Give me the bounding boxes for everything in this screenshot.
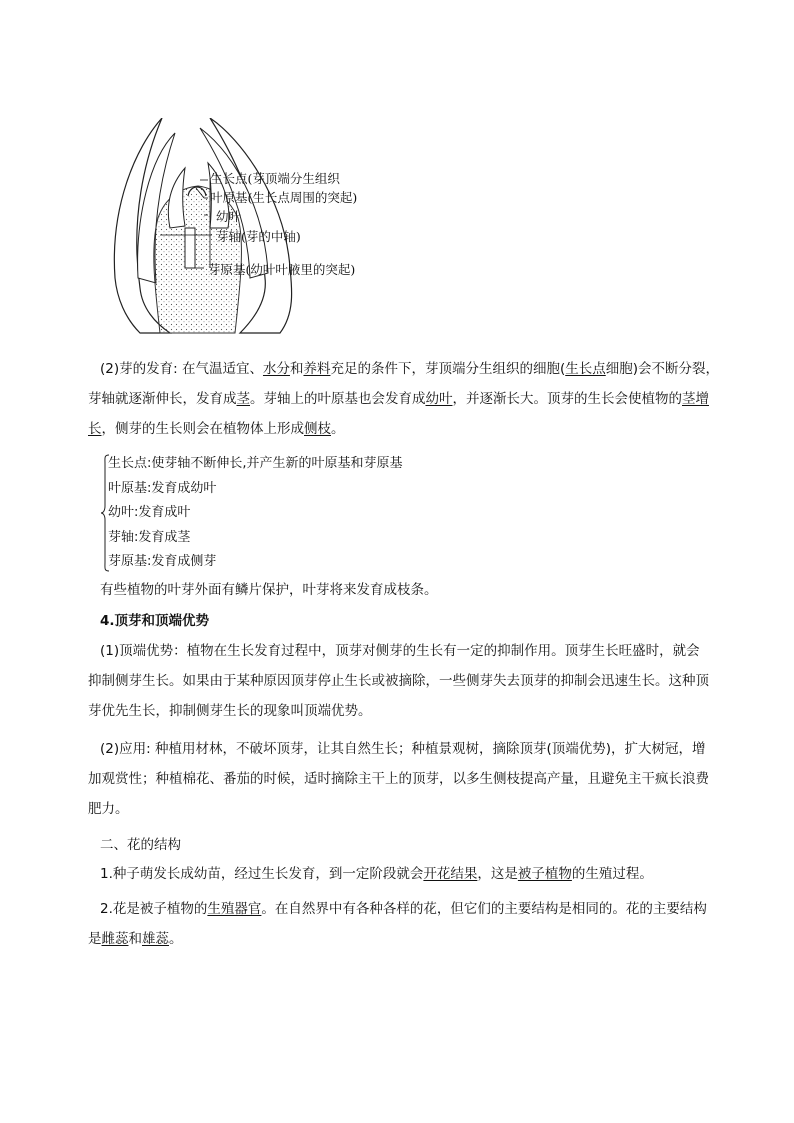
label-young-leaf: 幼叶 (216, 209, 242, 224)
paragraph-bud-development (88, 354, 720, 444)
para-line: 加观赏性；种植棉花、番茄的时候，适时摘除主干上的顶芽，以多生侧枝提高产量，且避免主干疯长浪费 (88, 771, 709, 787)
list-item: 芽原基:发育成侧芽 (108, 554, 217, 569)
para-line: 芽轴就逐渐伸长，发育成茎。芽轴上的叶原基也会发育成幼叶，并逐渐长大。顶芽的生长会使植物的茎增 (88, 391, 709, 407)
para-line: 芽优先生长，抑制侧芽生长的现象叫顶端优势。 (88, 703, 372, 719)
list-item: 叶原基:发育成幼叶 (108, 480, 217, 496)
paragraph-apical-dominance (88, 636, 728, 726)
para-line: 抑制侧芽生长。如果由于某种原因顶芽停止生长或被摘除，一些侧芽失去顶芽的抑制会迅速生长。这种顶 (88, 673, 709, 689)
para-line: 长，侧芽的生长则会在植物体上形成侧枝。 (88, 421, 345, 437)
bud-diagram (100, 118, 400, 340)
bud-parts-list (108, 452, 403, 575)
paragraph-flower-organ (88, 894, 728, 954)
para-line: 是雌蕊和雄蕊。 (88, 931, 183, 947)
para-line: 2.花是被子植物的生殖器官。在自然界中有各种各样的花，但它们的主要结构是相同的。花的主要结构 (100, 901, 707, 917)
paragraph-application (88, 734, 728, 824)
para-line: (1)顶端优势：植物在生长发育过程中，顶芽对侧芽的生长有一定的抑制作用。顶芽生长旺盛时，就会 (100, 643, 700, 659)
para-line: 1.种子萌发长成幼苗，经过生长发育，到一定阶段就会开花结果，这是被子植物的生殖过程。 (100, 866, 653, 882)
para-line: 肥力。 (88, 801, 129, 817)
list-item: 幼叶:发育成叶 (108, 505, 191, 520)
label-leaf-primordium: 叶原基(生长点周围的突起) (210, 190, 358, 205)
list-item: 芽轴:发育成茎 (108, 529, 191, 545)
label-growing-point: 生长点(芽顶端分生组织 (210, 171, 340, 186)
section-heading-apical-dominance: 4.顶芽和顶端优势 (100, 613, 210, 629)
label-bud-axis: 芽轴(芽的中轴) (216, 229, 301, 244)
paragraph-seed-germination (100, 859, 720, 889)
section-heading-flower-structure: 二、花的结构 (100, 837, 181, 853)
paragraph-scales: 有些植物的叶芽外面有鳞片保护，叶芽将来发育成枝条。 (100, 582, 438, 598)
list-item: 生长点:使芽轴不断伸长,并产生新的叶原基和芽原基 (108, 456, 403, 471)
para-line: (2)芽的发育: 在气温适宜、水分和养料充足的条件下，芽顶端分生组织的细胞(生长点细胞)会不断分裂， (100, 361, 720, 377)
para-line: (2)应用: 种植用材林，不破坏顶芽，让其自然生长；种植景观树，摘除顶芽(顶端优势)，扩大树冠，增 (100, 741, 706, 757)
label-bud-primordium: 芽原基(幼叶叶腋里的突起) (208, 262, 356, 277)
